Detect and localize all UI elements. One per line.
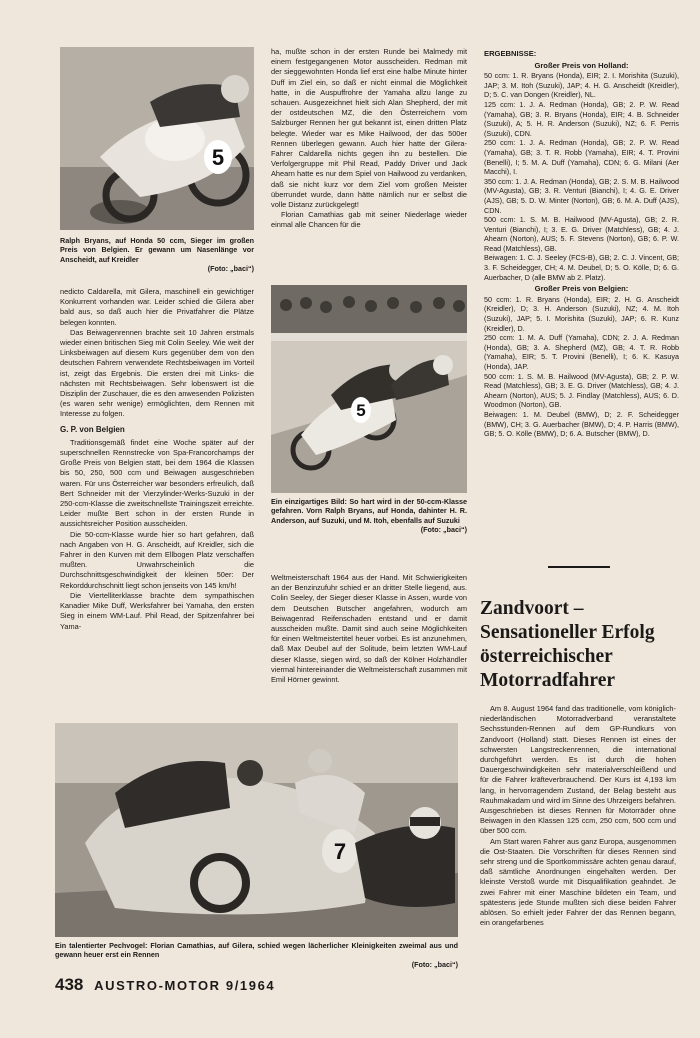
- paragraph: Traditionsgemäß findet eine Woche später auf der superschnellen Rennstrecke von Spa-Francorchamps der Große Preis von Belgien statt, bei dem 1964 die Klassen bis 50, 250, 500 ccm und Beiwagen ausgeschrieben waren. Für uns Österreicher war besonders erfreulich, daß Bert Schneider mit der Vierzylinder-Werks-Suzuki in der 250-ccm-Klasse die zweitschnellste Trainingszeit erreichte. Leider mußte Bert schon in der ersten Runde in aussichtsreicher Position ausscheiden.: [60, 437, 254, 529]
- magazine-issue: AUSTRO-MOTOR 9/1964: [94, 978, 276, 993]
- caption-text: Ein einzigartiges Bild: So hart wird in der 50-ccm-Klasse gefahren. Vorn Ralph Bryans, auf Honda, dahinter H. R. Anderson, auf Suzuki, und M. Itoh, ebenfalls auf Suzuki: [271, 497, 467, 525]
- photo-50ccm-race: [271, 285, 467, 493]
- results-belgien-title: Großer Preis von Belgien:: [534, 284, 629, 294]
- results-entry: 250 ccm: 1. M. A. Duff (Yamaha), CDN; 2. J. A. Redman (Honda), GB; 3. A. Shepherd (MZ), GB; 4. T. R. Robb (Yamaha), EIR; 5. T. Provini (Benelli), I; 6. K. Kasuya (Honda), JAP.: [484, 333, 679, 371]
- caption-text: Ralph Bryans, auf Honda 50 ccm, Sieger im großen Preis von Belgien. Er gewann um Nasenlänge vor Anscheidt, auf Kreidler: [60, 236, 254, 264]
- divider-line: [548, 566, 610, 568]
- results-column: [484, 49, 679, 439]
- results-entry: 50 ccm: 1. R. Bryans (Honda), EIR; 2. H. G. Anscheidt (Kreidler), D; 3. H. Anderson (Suzuki), NZ; 4. M. Itoh (Suzuki), JAP; 5. I. Morishita (Suzuki), JAP; 6. R. Kunz (Kreidler), D.: [484, 294, 679, 333]
- sidecar-race-image: [55, 723, 458, 937]
- results-entry: 250 ccm: 1. J. A. Redman (Honda), GB; 2. P. W. Read (Yamaha), GB; 3. T. R. Robb (Yamaha), EIR; 4. T. Provini (Benelli), I; 5. M. A. Duff (Yamaha), CDN; 6. G. Milani (Aer Macchi), I.: [484, 138, 679, 177]
- results-entry: Beiwagen: 1. M. Deubel (BMW), D; 2. F. Scheidegger (BMW), CH; 3. G. Auerbacher (BMW), D; 4. P. Harris (BMW), GB; 5. O. Kölle (BMW), D; 6. A. Butscher (BMW), D.: [484, 409, 679, 439]
- paragraph: Florian Camathias gab mit seiner Niederlage wieder einmal alle Chancen für die: [271, 210, 467, 230]
- photo-credit: (Foto: „baci“): [420, 525, 467, 535]
- race-number: 5: [211, 145, 225, 170]
- paragraph: Die Viertelliterklasse brachte dem sympathischen Kanadier Mike Duff, Werksfahrer bei Yamaha, den ersten Sieg in einem WM-Lauf. Phil Read, der Spitzenfahrer bei Yama-: [60, 590, 254, 631]
- paragraph: Am 8. August 1964 fand das traditionelle, vom königlich-niederländischen Motorradverband veranstaltete Sechsstunden-Rennen auf dem GP-Rundkurs von Zandvoort (Holland) statt. Dieses Rennen ist eines der schwersten Langstreckenrennen, die international durchgeführt werden. Es ist durch die hohen Dauergeschwindigkeiten sehr materialverschleißend und für die Fahrer kräfteverbrauchend. Der Kurs ist 4,193 km lang, in hervorragendem Zustand, der Belag besteht aus Rauhmakadam und wird im Sinne des Uhrzeigers befahren. Ausgeschrieben ist dieses Rennen für Motorräder ohne Beiwagen in den Klassen 125 ccm, 250 ccm, 500 ccm und über 500 ccm.: [480, 704, 676, 836]
- paragraph: Die 50-ccm-Klasse wurde hier so hart gefahren, daß nach Angaben von H. G. Anscheidt, auf Kreidler, sich die Fahrer in den Kurven mit dem Ellbogen Platz verschaffen mußten. Unwahrscheinlich die Durchschnittsgeschwindigkeit der kleinen 50er: Der Rekorddurchschnitt liegt schon jenseits von 145 km/h!: [60, 529, 254, 590]
- zandvoort-headline: [480, 597, 685, 693]
- paragraph: Am Start waren Fahrer aus ganz Europa, ausgenommen die Ost-Staaten. Die Vorschriften für dieses Rennen sind sehr streng und die Sportkommissäre achten genau darauf, daß sämtliche Anordnungen eingehalten werden. Der kleinste Verstoß wurde mit Disqualifikation geahndet. Je zwei Fahrer mit einer Maschine bildeten ein Team, und spätestens jede Stunde mußten sich diese beiden Fahrer ablösen. So erhielt jeder Fahrer der das Rennen begann, ein orangefarbenes: [480, 836, 676, 928]
- caption-text: Ein talentierter Pechvogel: Florian Camathias, auf Gilera, schied wegen lächerlicher Kleinigkeiten zweimal aus und gewann heuer erst ein Rennen: [55, 941, 458, 960]
- article-column2-top: [271, 47, 467, 231]
- headline-line: Zandvoort –: [480, 598, 584, 619]
- photo-camathias-sidecar: [55, 723, 458, 937]
- paragraph: Das Beiwagenrennen brachte seit 10 Jahren erstmals wieder einen britischen Sieg mit Colin Seeley. Wie weit der Linksbeiwagen auf diesem Kurs gegenüber dem von den deutschen Fahrern verwendete Rechtsbeiwagen im Vorteil ist, zeigt das Ergebnis. Die ersten drei mit Links- die nächsten mit Rechtsbeiwagen. Sehr lobenswert ist die Disziplin der Zuschauer, die es den anwesenden Polizisten (es waren sehr wenige) ermöglichten, dem Rennen mit Interesse zu folgen.: [60, 327, 254, 419]
- headline-line: österreichischer: [480, 646, 613, 667]
- results-holland-title: Großer Preis von Holland:: [534, 60, 629, 70]
- zandvoort-article-body: [480, 704, 676, 928]
- results-entry: Beiwagen: 1. C. J. Seeley (FCS-B), GB; 2. C. J. Vincent, GB; 3. F. Scheidegger, CH; 4. M. Deubel, D; 5. O. Kölle, D; 6. G. Auerbacher, D (alle BMW ab 2. Platz).: [484, 253, 679, 282]
- headline-line: Motorradfahrer: [480, 670, 616, 691]
- results-entry: 500 ccm: 1. S. M. B. Hailwood (MV-Agusta), GB; 2. P. W. Read (Matchless), GB; 3. E. G. Driver (Matchless), GB; 4. J. Ahearn (Norton), AUS; 5. J. Findlay (Matchless), AUS; 6. D. Woodmon (Norton), GB.: [484, 371, 679, 410]
- results-entry: 125 ccm: 1. J. A. Redman (Honda), GB; 2. P. W. Read (Yamaha), GB; 3. R. Bryans (Honda), EIR; 4. B. Schneider (Suzuki), A; 5. H. R. Anderson (Suzuki), NZ; 6. F. Perris (Suzuki), CDN.: [484, 99, 679, 138]
- headline-line: Sensationeller Erfolg: [480, 622, 655, 643]
- photo-credit: (Foto: „baci“): [207, 264, 254, 274]
- section-heading-gp-belgien: G. P. von Belgien: [60, 424, 125, 434]
- results-entry: 350 ccm: 1. J. A. Redman (Honda), GB; 2. S. M. B. Hailwood (MV-Agusta), GB; 3. R. Venturi (Bianchi), I; 4. G. E. Driver (AJS), GB; 5. D. W. Minter (Norton), GB; 6. M. A. Duff (AJS), CDN.: [484, 176, 679, 215]
- article-column2-bottom: [271, 573, 467, 685]
- motorcycle-racer-image: [60, 47, 254, 230]
- racing-pack-image: [271, 285, 467, 493]
- photo-credit: (Foto: „baci“): [411, 959, 458, 969]
- paragraph: ha, mußte schon in der ersten Runde bei Malmedy mit einem festgegangenen Motor ausscheiden. Redman mit der sieggewohnten Honda lief erst eine halbe Minute hinter Duff im Ziel ein, so daß er nicht einmal die Möglichkeit hatte, in die Auspuffrohre der Yamaha allzu lange zu schauen. Ausgezeichnet hielt sich Alan Shepherd, der mit der ostdeutschen MZ, die den Österreichern vom Salzburger Rennen her gut bekannt ist, einen dritten Platz belegte. Wieder war es Mike Hailwood, der das 500er Rennen überlegen gewann. Auch hier hatte der Gilera-Fahrer Caldarella nichts gegen ihn zu bestellen. Die Verfolgergruppe mit Phil Read, Paddy Driver und Jack Ahearn hatte es nur dem Spiel von Hailwood zu verdanken, daß sie nicht kurz vor dem Ziel vom großen Meister überrundet wurde, dann hätte nämlich nur er selbst die volle Distanz zurückgelegt!: [271, 47, 467, 210]
- page-footer: [55, 975, 275, 995]
- article-column1-continuation: [60, 287, 254, 632]
- results-entry: 500 ccm: 1. S. M. B. Hailwood (MV-Agusta), GB; 2. R. Venturi (Bianchi), I; 3. E. G. Driver (Matchless), GB; 4. J. Ahearn (Norton), AUS; 5. F. Stevens (Norton), GB; 6. P. W. Read (Matchless), GB.: [484, 215, 679, 253]
- results-heading: ERGEBNISSE:: [484, 49, 537, 58]
- results-entry: 50 ccm: 1. R. Bryans (Honda), EIR; 2. I. Morishita (Suzuki), JAP; 3. M. Itoh (Suzuki), JAP; 4. H. G. Anscheidt (Kreidler), D; 5. C. van Dongen (Kreidler), NL.: [484, 71, 679, 100]
- paragraph: nedicto Caldarella, mit Gilera, maschinell ein gewichtiger Konkurrent vorhanden war. Leider schied die Gilera aber bald aus, so daß auch hier die Privatfahrer die Plätze belegen konnten.: [60, 287, 254, 327]
- paragraph: Weltmeisterschaft 1964 aus der Hand. Mit Schwierigkeiten an der Benzinzufuhr schied er an dritter Stelle liegend, aus. Colin Seeley, der Sieger dieser Klasse in Assen, wurde von dem Deutschen Butscher angefahren, wodurch am Beiwagenrad Reifenschaden entstand und er damit ausscheiden mußte. Damit sind auch seine Möglichkeiten für einen Weltmeistertitel heuer vorbei. Es ist anzunehmen, daß Max Deubel auf der Solitude, beim letzten WM-Lauf dieser Klasse, siegen wird, so daß der Kölner Holzhändler viermal hintereinander die Weltmeisterschaft zusammen mit Emil Hörner gewinnt.: [271, 573, 467, 685]
- caption-photo2: [271, 497, 467, 535]
- race-number: 5: [356, 401, 366, 420]
- caption-photo3: [55, 941, 458, 969]
- page-number: 438: [55, 975, 84, 994]
- race-number: 7: [333, 839, 347, 864]
- photo-bryans-honda: [60, 47, 254, 230]
- caption-photo1: [60, 236, 254, 274]
